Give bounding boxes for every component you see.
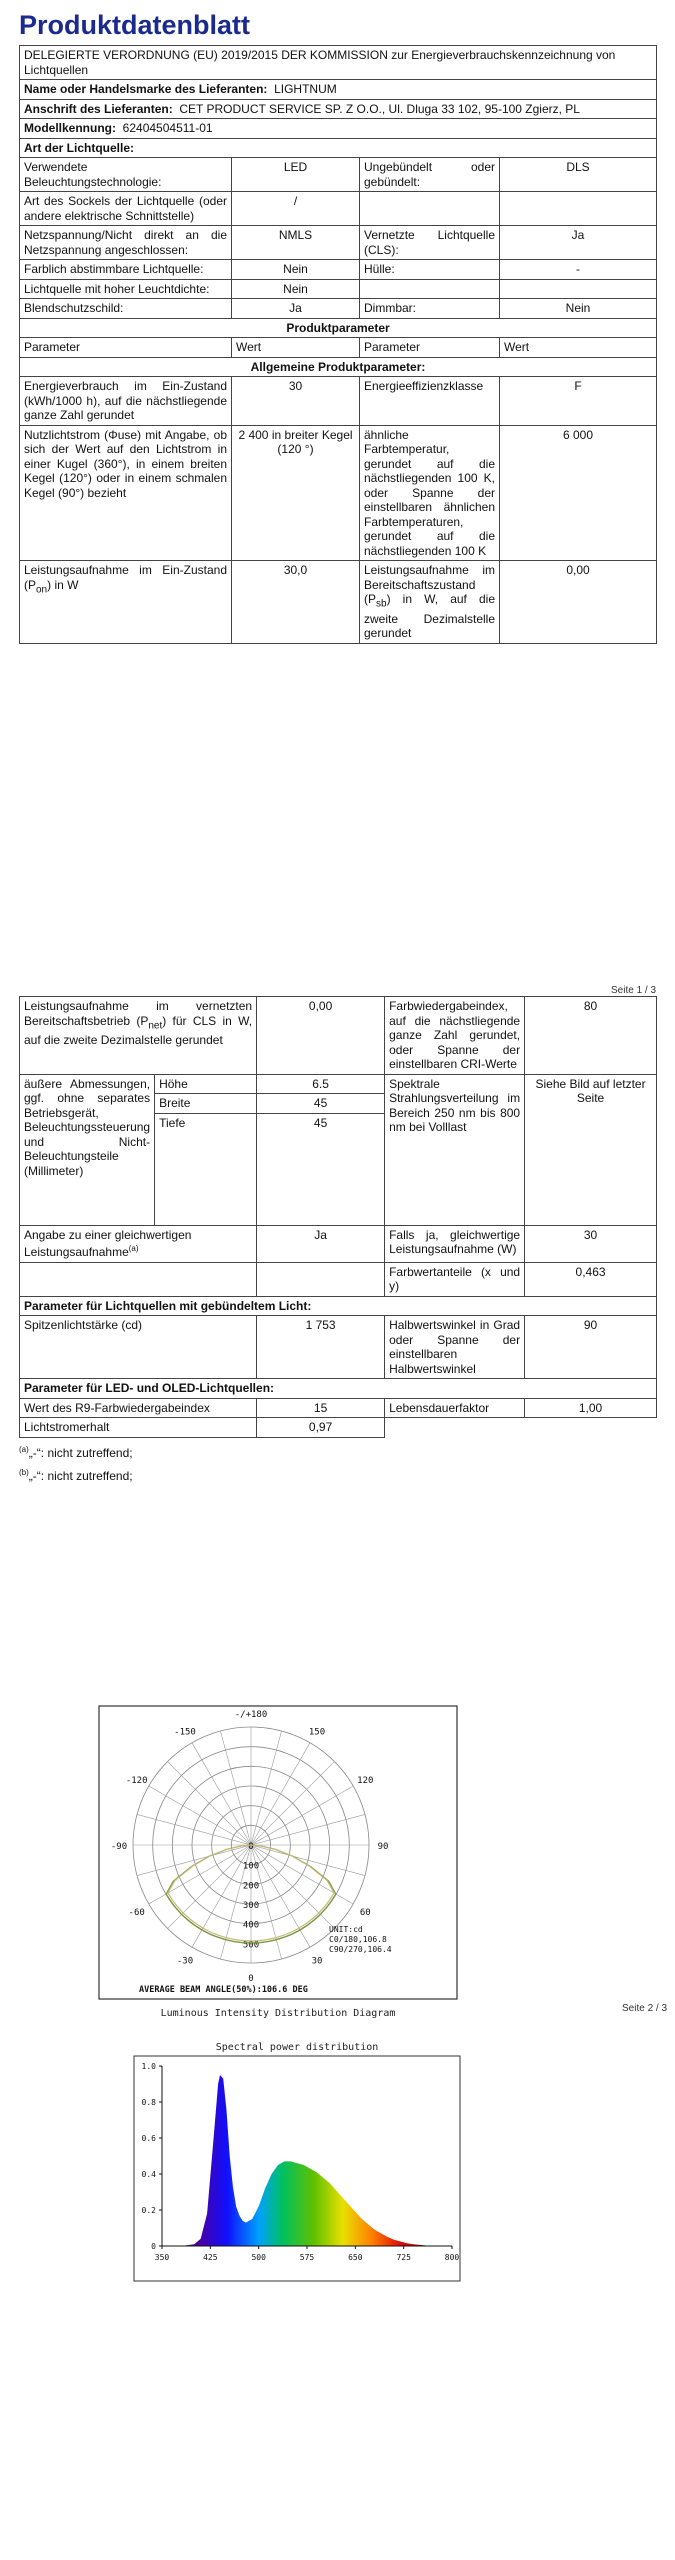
- dim-name-width: Breite: [155, 1094, 257, 1114]
- psb-value: 0,00: [500, 561, 657, 644]
- footnote-b: $^{(b)}$„-“: nicht zutreffend;: [19, 1467, 133, 1483]
- general-rows: [20, 377, 657, 561]
- table-row: [20, 425, 657, 561]
- table-row: [20, 158, 657, 192]
- polar-angle-label: -150: [174, 1727, 196, 1738]
- type-row-l1: Netzspannung/Nicht direkt an die Netzspannung angeschlossen:: [20, 226, 232, 260]
- table-row: [20, 299, 657, 319]
- table-row: [20, 1316, 657, 1379]
- lumen-maintenance-label: Lichtstromerhalt: [20, 1418, 257, 1438]
- dim-value-depth: 45: [257, 1113, 385, 1225]
- polar-radial-label: 400: [242, 1920, 260, 1931]
- page-number-1: Seite 1 / 3: [611, 985, 657, 996]
- type-row-v2: Ja: [500, 226, 657, 260]
- polar-radial-label: 0: [248, 1842, 254, 1852]
- spectral-label: Spektrale Strahlungsverteilung im Bereich 250 nm bis 800 nm bei Volllast: [385, 1074, 525, 1225]
- model-label: Modellkennung:: [24, 121, 116, 135]
- pon-label: Leistungsaufnahme im Ein-Zustand $(P_{on})$ in W: [20, 561, 232, 644]
- table-row: [20, 1418, 657, 1438]
- polar-angle-label: -30: [176, 1956, 194, 1967]
- polar-caption: Luminous Intensity Distribution Diagram: [160, 2008, 396, 2019]
- type-row-l2: [360, 192, 500, 226]
- polar-angle-label: 90: [377, 1842, 389, 1852]
- cri-value: 80: [525, 997, 657, 1075]
- type-row-l2: Vernetzte Lichtquelle (CLS):: [360, 226, 500, 260]
- spd-x-tick-label: 725: [396, 2253, 411, 2262]
- page-number-2: Seite 2 / 3: [622, 2003, 668, 2014]
- supplier-address-row: [20, 99, 657, 119]
- polar-angle-label: -90: [110, 1842, 128, 1852]
- col-header-value-1: Wert: [232, 338, 360, 358]
- type-row-v1: Ja: [232, 299, 360, 319]
- spd-series-area: [181, 2075, 439, 2246]
- type-row-v2: -: [500, 260, 657, 280]
- type-row-v1: LED: [232, 158, 360, 192]
- type-row-v2: [500, 192, 657, 226]
- led-header: Parameter für LED- und OLED-Lichtquellen:: [20, 1379, 657, 1399]
- type-row-v1: /: [232, 192, 360, 226]
- polar-radial-label: 100: [242, 1861, 260, 1872]
- supplier-name-label: Name oder Handelsmarke des Lieferanten:: [24, 82, 268, 96]
- type-row-l1: Blendschutzschild:: [20, 299, 232, 319]
- polar-legend-unit: UNIT:cd: [329, 1925, 363, 1934]
- datasheet-page-1: [19, 8, 657, 644]
- polar-angle-label: 30: [311, 1956, 323, 1967]
- spd-x-tick-label: 650: [348, 2253, 363, 2262]
- polar-angle-label: 150: [308, 1727, 326, 1738]
- table-row: [20, 997, 657, 1075]
- page-title: Produktdatenblatt: [19, 10, 251, 40]
- type-rows: [20, 158, 657, 319]
- beam-angle-label: Halbwertswinkel in Grad oder Spanne der einstellbaren Halbwertswinkel: [385, 1316, 525, 1379]
- supplier-address: CET PRODUCT SERVICE SP. Z O.O., Ul. Dluga 33 102, 95-100 Zgierz, PL: [179, 101, 580, 116]
- spd-y-tick-label: 0.6: [141, 2134, 156, 2143]
- spd-title: Spectral power distribution: [215, 2042, 379, 2053]
- survival-factor-label: Lebensdauerfaktor: [385, 1398, 525, 1418]
- dimensions-label: äußere Abmessungen, ggf. ohne separates Betriebsgerät, Beleuchtungssteuerung und Nicht-Beleuchtungsteile (Millimeter): [20, 1074, 155, 1225]
- footnote-a: $^{(a)}$„-“: nicht zutreffend;: [19, 1444, 133, 1460]
- dim-value-width: 45: [257, 1094, 385, 1114]
- type-row-l1: Verwendete Beleuchtungstechnologie:: [20, 158, 232, 192]
- general-row-l2: ähnliche Farbtemperatur, gerundet auf die nächstliegenden 100 K, oder Spanne der einstellbaren ähnlichen Farbtemperaturen, gerundet auf die nächstliegenden 100 K: [360, 425, 500, 561]
- model-id: 62404504511-01: [122, 121, 213, 135]
- directional-header: Parameter für Lichtquellen mit gebündeltem Licht:: [20, 1296, 657, 1316]
- dim-name-height: Höhe: [155, 1074, 257, 1094]
- regulation-text: DELEGIERTE VERORDNUNG (EU) 2019/2015 DER KOMMISSION zur Energieverbrauchskennzeichnung von Lichtquellen: [20, 46, 657, 80]
- type-row-v1: Nein: [232, 279, 360, 299]
- spd-y-tick-label: 0.8: [141, 2098, 156, 2107]
- type-row-l2: Hülle:: [360, 260, 500, 280]
- general-row-l1: Energieverbrauch im Ein-Zustand (kWh/1000 h), auf die nächstliegende ganze Zahl gerundet: [20, 377, 232, 426]
- equiv-power-label: Falls ja, gleichwertige Leistungsaufnahme (W): [385, 1225, 525, 1262]
- datasheet-table-2: [19, 996, 657, 1438]
- type-row-l1: Lichtquelle mit hoher Leuchtdichte:: [20, 279, 232, 299]
- footnotes: [19, 1440, 657, 1486]
- type-row-l1: Farblich abstimmbare Lichtquelle:: [20, 260, 232, 280]
- spectral-value: Siehe Bild auf letzter Seite: [525, 1074, 657, 1225]
- spectral-power-chart: [132, 2038, 462, 2283]
- spd-y-tick-label: 0.2: [141, 2206, 156, 2215]
- table-row: [20, 1074, 657, 1094]
- dim-name-depth: Tiefe: [155, 1113, 257, 1225]
- chromaticity-label: Farbwertanteile (x und y): [385, 1262, 525, 1296]
- table-row: [20, 1262, 657, 1296]
- polar-radial-label: 200: [242, 1881, 260, 1892]
- pnet-value: 0,00: [257, 997, 385, 1075]
- type-row-l2: [360, 279, 500, 299]
- spd-y-tick-label: 1.0: [141, 2062, 156, 2071]
- psb-label: Leistungsaufnahme im Bereitschaftszustand $(P_{sb})$ in W, auf die zweite Dezimalstelle gerundet: [360, 561, 500, 644]
- peak-intensity-label: Spitzenlichtstärke (cd): [20, 1316, 257, 1379]
- pon-value: 30,0: [232, 561, 360, 644]
- polar-diagram: [93, 1700, 463, 2025]
- spd-y-tick-label: 0: [151, 2242, 156, 2251]
- dim-value-height: 6.5: [257, 1074, 385, 1094]
- survival-factor-value: 1,00: [525, 1398, 657, 1418]
- table-row: [20, 192, 657, 226]
- chromaticity-value: 0,463: [525, 1262, 657, 1296]
- general-row-v2: 6 000: [500, 425, 657, 561]
- polar-angle-label: 0: [248, 1974, 254, 1984]
- r9-value: 15: [257, 1398, 385, 1418]
- supplier-name: LIGHTNUM: [274, 82, 337, 96]
- general-row-l1: Nutzlichtstrom (Φuse) mit Angabe, ob sich der Wert auf den Lichtstrom in einer Kugel (360°), in einem breiten Kegel (120°) oder in einem schmalen Kegel (90°) bezieht: [20, 425, 232, 561]
- table-row: [20, 561, 657, 644]
- spd-x-tick-label: 350: [154, 2253, 170, 2262]
- peak-intensity-value: 1 753: [257, 1316, 385, 1379]
- polar-angle-label: 120: [357, 1776, 374, 1786]
- table-row: [20, 377, 657, 426]
- spd-x-tick-label: 800: [444, 2253, 460, 2262]
- polar-beam-angle: AVERAGE BEAM ANGLE(50%):106.6 DEG: [139, 1985, 308, 1995]
- type-row-v2: DLS: [500, 158, 657, 192]
- table-row: [20, 1398, 657, 1418]
- polar-legend-c90: C90/270,106.4: [329, 1945, 392, 1954]
- general-row-v2: F: [500, 377, 657, 426]
- type-row-v1: Nein: [232, 260, 360, 280]
- polar-angle-label: -60: [128, 1908, 145, 1918]
- cri-label: Farbwiedergabeindex, auf die nächstliegende ganze Zahl gerundet, oder Spanne der einstellbaren CRI-Werte: [385, 997, 525, 1075]
- polar-angle-label: -120: [125, 1776, 148, 1786]
- spd-x-tick-label: 425: [203, 2253, 218, 2262]
- polar-radial-label: 500: [242, 1940, 260, 1951]
- equiv-label: Angabe zu einer gleichwertigen Leistungsaufnahme$^{(a)}$: [20, 1225, 257, 1262]
- type-row-v1: NMLS: [232, 226, 360, 260]
- general-row-v1: 30: [232, 377, 360, 426]
- type-row-v2: [500, 279, 657, 299]
- col-header-parameter-2: Parameter: [360, 338, 500, 358]
- r9-label: Wert des R9-Farbwiedergabeindex: [20, 1398, 257, 1418]
- general-row-v1: 2 400 in breiter Kegel (120 °): [232, 425, 360, 561]
- spd-y-tick-label: 0.4: [141, 2170, 156, 2179]
- col-header-value-2: Wert: [500, 338, 657, 358]
- polar-angle-label: -/+180: [234, 1710, 268, 1720]
- polar-legend-c0: C0/180,106.8: [329, 1935, 387, 1944]
- table-row: [20, 260, 657, 280]
- equiv-power-value: 30: [525, 1225, 657, 1262]
- type-row-l2: Ungebündelt oder gebündelt:: [360, 158, 500, 192]
- general-row-l2: Energieeffizienzklasse: [360, 377, 500, 426]
- polar-radial-label: 300: [242, 1901, 260, 1911]
- type-row-l2: Dimmbar:: [360, 299, 500, 319]
- spd-x-tick-label: 500: [251, 2253, 266, 2262]
- type-row-l1: Art des Sockels der Lichtquelle (oder andere elektrische Schnittstelle): [20, 192, 232, 226]
- supplier-address-label: Anschrift des Lieferanten:: [24, 101, 173, 116]
- datasheet-page-2: [19, 996, 657, 1486]
- beam-angle-value: 90: [525, 1316, 657, 1379]
- supplier-name-row: [20, 80, 657, 100]
- lumen-maintenance-value: 0,97: [257, 1418, 385, 1438]
- pnet-label: Leistungsaufnahme im vernetzten Bereitschaftsbetrieb $(P_{net})$ für CLS in W, auf die zweite Dezimalstelle gerundet: [20, 997, 257, 1075]
- product-params-header: Produktparameter: [20, 318, 657, 338]
- light-source-type-header: Art der Lichtquelle:: [20, 138, 657, 158]
- model-row: [20, 119, 657, 139]
- table-row: [20, 1225, 657, 1262]
- datasheet-table-1: [19, 45, 657, 644]
- table-row: [20, 279, 657, 299]
- type-row-v2: Nein: [500, 299, 657, 319]
- polar-angle-label: 60: [359, 1908, 371, 1918]
- spectral-power-svg: [132, 2038, 462, 2283]
- spd-x-tick-label: 575: [299, 2253, 315, 2262]
- col-header-parameter-1: Parameter: [20, 338, 232, 358]
- table-row: [20, 226, 657, 260]
- general-params-header: Allgemeine Produktparameter:: [20, 357, 657, 377]
- equiv-value: Ja: [257, 1225, 385, 1262]
- polar-diagram-svg: [93, 1700, 463, 2025]
